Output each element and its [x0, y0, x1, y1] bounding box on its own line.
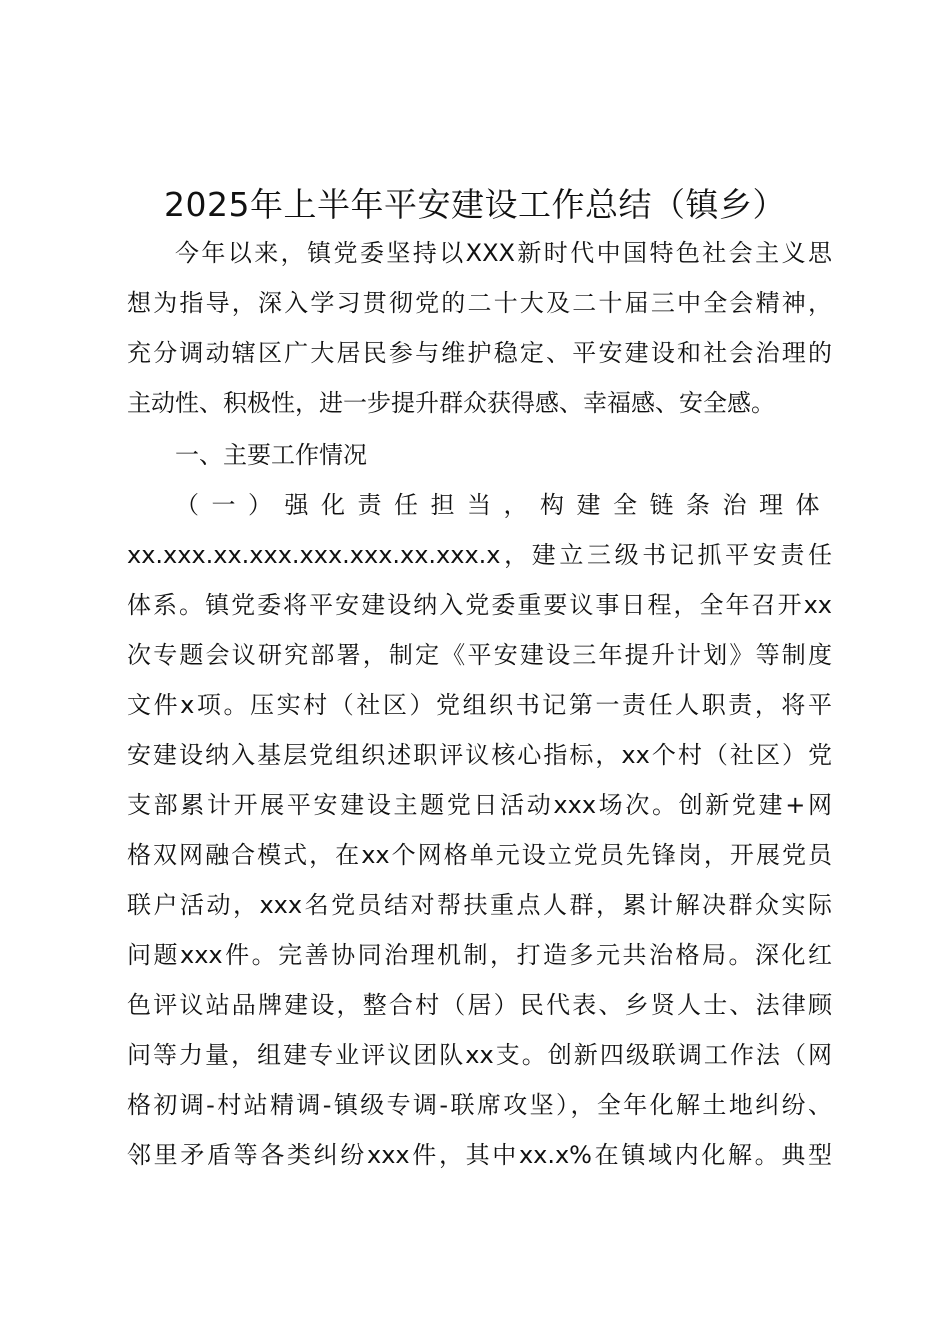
paragraph-line: 文件x项。压实村（社区）党组织书记第一责任人职责，将平	[127, 691, 832, 719]
paragraph-line: 体系。镇党委将平安建设纳入党委重要议事日程，全年召开xx	[127, 591, 832, 619]
paragraph-line: 充分调动辖区广大居民参与维护稳定、平安建设和社会治理的	[127, 339, 832, 367]
paragraph-line: 支部累计开展平安建设主题党日活动xxx场次。创新党建+网	[127, 791, 832, 819]
paragraph-line: 问题xxx件。完善协同治理机制，打造多元共治格局。深化红	[127, 941, 832, 969]
paragraph-line: 问等力量，组建专业评议团队xx支。创新四级联调工作法（网	[127, 1041, 832, 1069]
paragraph-line: 格双网融合模式，在xx个网格单元设立党员先锋岗，开展党员	[127, 841, 832, 869]
paragraph-line: 主动性、积极性，进一步提升群众获得感、幸福感、安全感。	[127, 389, 775, 417]
paragraph-line: 次专题会议研究部署，制定《平安建设三年提升计划》等制度	[127, 641, 832, 669]
paragraph-line: 格初调-村站精调-镇级专调-联席攻坚），全年化解土地纠纷、	[127, 1091, 832, 1119]
document-title: 2025年上半年平安建设工作总结（镇乡）	[164, 185, 786, 224]
paragraph-line: xx.xxx.xx.xxx.xxx.xxx.xx.xxx.x，建立三级书记抓平安责任	[127, 541, 832, 569]
paragraph-line: 想为指导，深入学习贯彻党的二十大及二十届三中全会精神，	[127, 289, 832, 317]
paragraph-line: （一）强化责任担当，构建全链条治理体	[175, 491, 832, 519]
section-heading: 一、主要工作情况	[175, 441, 367, 469]
paragraph-line: 联户活动，xxx名党员结对帮扶重点人群，累计解决群众实际	[127, 891, 832, 919]
paragraph-line: 今年以来，镇党委坚持以XXX新时代中国特色社会主义思	[175, 239, 832, 267]
section1-paragraph	[127, 480, 832, 1180]
paragraph-line: 色评议站品牌建设，整合村（居）民代表、乡贤人士、法律顾	[127, 991, 832, 1019]
intro-paragraph	[127, 228, 832, 428]
paragraph-line: 安建设纳入基层党组织述职评议核心指标，xx个村（社区）党	[127, 741, 832, 769]
paragraph-line: 邻里矛盾等各类纠纷xxx件，其中xx.x%在镇域内化解。典型	[127, 1141, 832, 1169]
